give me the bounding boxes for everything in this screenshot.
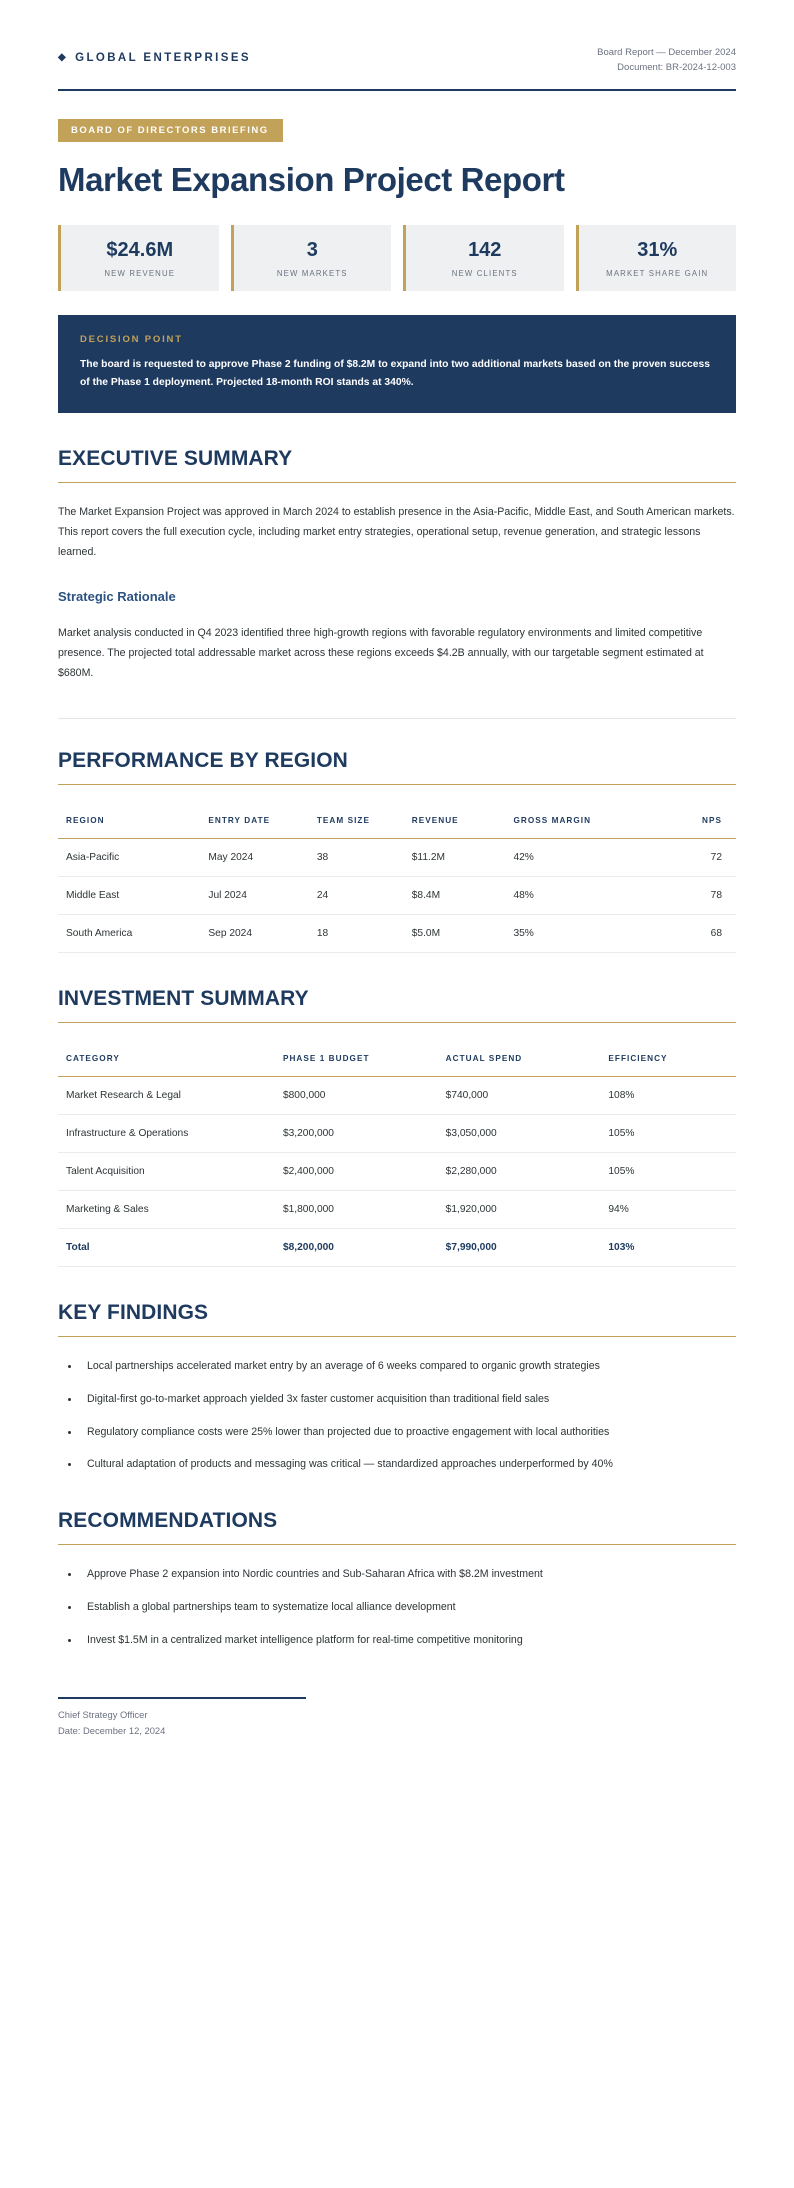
column-header: REGION [58,803,200,839]
report-period: Board Report — December 2024 [597,47,736,58]
cell-category: Market Research & Legal [58,1076,275,1114]
section-rule [58,482,736,483]
subsection-title: Strategic Rationale [58,588,176,604]
cell-entry-date: Jul 2024 [200,876,308,914]
list-item: • Establish a global partnerships team to systematize local alliance development [80,1598,736,1618]
table-row [58,1076,736,1114]
stat-card [58,225,219,291]
cell-actual-spend: $7,990,000 [438,1228,601,1266]
signatory-role: Chief Strategy Officer [58,1708,148,1720]
document-header [58,46,736,91]
cell-region: Middle East [58,876,200,914]
callout-body: The board is requested to approve Phase 2 funding of $8.2M to expand into two additional markets based on the proven success of the Phase 1 deployment. Projected 18-month ROI stands at 340%. [80,359,710,389]
cell-budget: $8,200,000 [275,1228,438,1266]
performance-table [58,803,736,953]
column-header: TEAM SIZE [309,803,404,839]
stat-label: MARKET SHARE GAIN [606,269,709,279]
cell-nps: 68 [641,914,736,952]
column-header: PHASE 1 BUDGET [275,1041,438,1077]
cell-efficiency: 103% [600,1228,736,1266]
status-badge: BOARD OF DIRECTORS BRIEFING [58,119,283,142]
rationale-paragraph: Market analysis conducted in Q4 2023 identified three high-growth regions with favorable regulatory environments and limited competitive presence. The projected total addressable market across these regions exceeds $4.2B annually, with our targetable segment estimated at $680M. [58,626,704,680]
cell-actual-spend: $3,050,000 [438,1114,601,1152]
stat-card [403,225,564,291]
table-row [58,838,736,876]
section-rule [58,1336,736,1337]
cell-region: South America [58,914,200,952]
cell-nps: 78 [641,876,736,914]
investment-table [58,1041,736,1267]
table-row [58,914,736,952]
cell-category: Marketing & Sales [58,1190,275,1228]
signature-details [58,1707,736,1740]
column-header: ENTRY DATE [200,803,308,839]
cell-category: Infrastructure & Operations [58,1114,275,1152]
cell-revenue: $11.2M [404,838,506,876]
stat-value: 31% [637,239,678,262]
section-recommendations [58,1509,736,1651]
cell-team-size: 38 [309,838,404,876]
table-row [58,1152,736,1190]
section-title: EXECUTIVE SUMMARY [58,446,293,470]
column-header: CATEGORY [58,1041,275,1077]
section-title: PERFORMANCE BY REGION [58,748,348,772]
cell-team-size: 18 [309,914,404,952]
stat-value: $24.6M [106,239,174,262]
list-item: • Cultural adaptation of products and messaging was critical — standardized approaches underperformed by 40% [80,1455,736,1475]
cell-nps: 72 [641,838,736,876]
signature-block [58,1697,736,1739]
section-title: KEY FINDINGS [58,1300,209,1324]
stat-label: NEW REVENUE [104,269,176,279]
cell-actual-spend: $740,000 [438,1076,601,1114]
column-header: ACTUAL SPEND [438,1041,601,1077]
section-investment-summary [58,987,736,1267]
decision-point-callout [58,315,736,412]
document-number: Document: BR-2024-12-003 [617,61,736,73]
list-item: • Digital-first go-to-market approach yielded 3x faster customer acquisition than traditional field sales [80,1390,736,1410]
cell-efficiency: 105% [600,1152,736,1190]
cell-category: Talent Acquisition [58,1152,275,1190]
cell-category: Total [58,1228,275,1266]
signature-line [58,1697,306,1699]
cell-budget: $800,000 [275,1076,438,1114]
cell-revenue: $8.4M [404,876,506,914]
stat-card [231,225,392,291]
summary-paragraph: The Market Expansion Project was approved in March 2024 to establish presence in the Asia-Pacific, Middle East, and South American markets. This report covers the full execution cycle, including market entry strategies, operational setup, revenue generation, and strategic lessons learned. [58,505,735,559]
diamond-icon: ◆ [58,52,69,63]
section-rule [58,1022,736,1023]
recommendations-list [58,1565,736,1651]
stat-value: 142 [468,239,502,262]
list-item: • Regulatory compliance costs were 25% lower than projected due to proactive engagement with local authorities [80,1423,736,1443]
cell-efficiency: 108% [600,1076,736,1114]
cell-budget: $3,200,000 [275,1114,438,1152]
cell-efficiency: 105% [600,1114,736,1152]
cell-actual-spend: $1,920,000 [438,1190,601,1228]
column-header: GROSS MARGIN [505,803,641,839]
stat-value: 3 [306,239,318,262]
callout-title: DECISION POINT [80,334,183,346]
table-header-row [58,803,736,839]
cell-gross-margin: 35% [505,914,641,952]
cell-revenue: $5.0M [404,914,506,952]
stat-label: NEW CLIENTS [451,269,518,279]
cell-budget: $1,800,000 [275,1190,438,1228]
section-performance-by-region [58,718,736,953]
section-rule [58,784,736,785]
header-meta [597,46,736,75]
brand-logo [58,46,251,64]
section-key-findings [58,1301,736,1476]
cell-budget: $2,400,000 [275,1152,438,1190]
table-header-row [58,1041,736,1077]
column-header: REVENUE [404,803,506,839]
cell-entry-date: Sep 2024 [200,914,308,952]
column-header: EFFICIENCY [600,1041,736,1077]
cell-team-size: 24 [309,876,404,914]
column-header: NPS [641,803,736,839]
table-row [58,1190,736,1228]
stat-card-group [58,225,736,291]
cell-region: Asia-Pacific [58,838,200,876]
list-item: • Invest $1.5M in a centralized market intelligence platform for real-time competitive monitoring [80,1631,736,1651]
list-item: • Approve Phase 2 expansion into Nordic countries and Sub-Saharan Africa with $8.2M investment [80,1565,736,1585]
page-title: Market Expansion Project Report [58,161,565,199]
table-row [58,1114,736,1152]
brand-name: GLOBAL ENTERPRISES [75,52,251,64]
stat-card [576,225,737,291]
cell-efficiency: 94% [600,1190,736,1228]
table-total-row [58,1228,736,1266]
section-executive-summary [58,447,736,684]
key-findings-list [58,1357,736,1476]
title-block [58,119,736,199]
section-rule [58,1544,736,1545]
stat-label: NEW MARKETS [276,269,348,279]
table-row [58,876,736,914]
signature-date: Date: December 12, 2024 [58,1725,166,1737]
section-title: RECOMMENDATIONS [58,1509,278,1533]
section-title: INVESTMENT SUMMARY [58,986,309,1010]
cell-entry-date: May 2024 [200,838,308,876]
list-item: • Local partnerships accelerated market entry by an average of 6 weeks compared to organic growth strategies [80,1357,736,1377]
cell-actual-spend: $2,280,000 [438,1152,601,1190]
cell-gross-margin: 48% [505,876,641,914]
cell-gross-margin: 42% [505,838,641,876]
